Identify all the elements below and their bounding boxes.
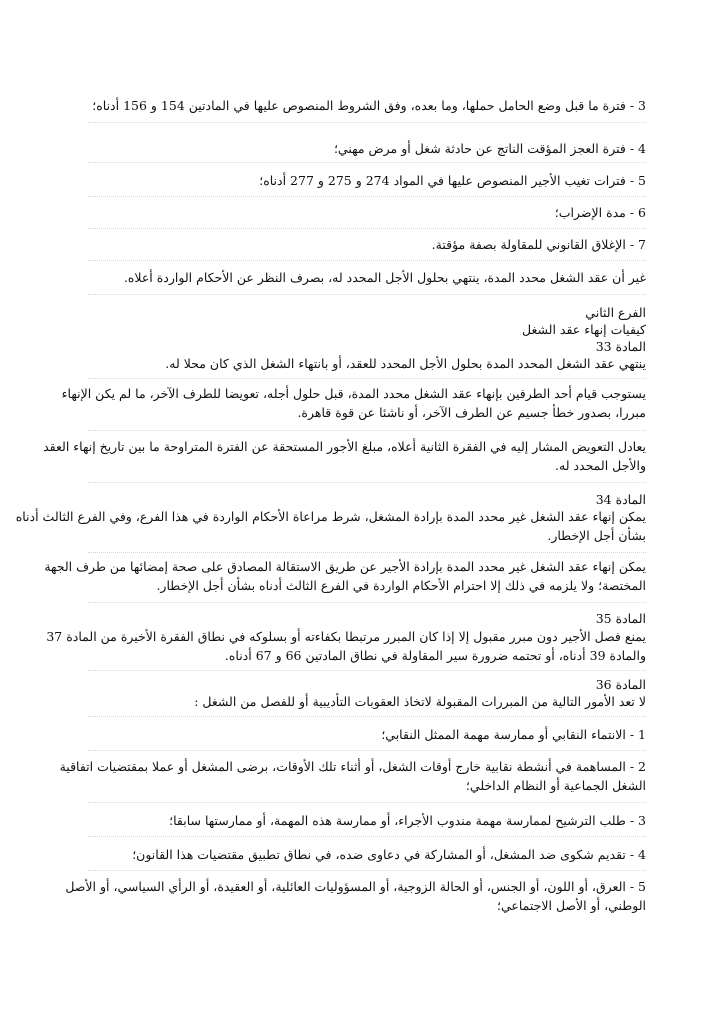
list-item: 6 - مدة الإضراب؛ (554, 205, 646, 220)
list-item-line: 5 - العرق، أو اللون، أو الجنس، أو الحالة الزوجية، أو المسؤوليات العائلية، أو العقيدة، أو الرأي السياسي، أو الأصل (65, 879, 646, 894)
list-item (65, 878, 646, 915)
article-title: المادة 36 (595, 677, 646, 692)
divider (88, 716, 646, 717)
paragraph-line: يعادل التعويض المشار إليه في الفقرة الثانية أعلاه، مبلغ الأجور المستحقة عن الفترة المتراوحة ما بين تاريخ إنهاء العقد (43, 439, 646, 454)
paragraph (46, 628, 646, 665)
divider (88, 670, 646, 671)
paragraph-line: يمنع فصل الأجير دون مبرر مقبول إلا إذا كان المبرر مرتبطا بكفاءته أو بسلوكه في نطاق الفقرة الأخيرة من المادة 37 (46, 629, 646, 644)
divider (88, 602, 646, 603)
divider (88, 162, 646, 163)
paragraph (44, 558, 646, 595)
paragraph: ينتهي عقد الشغل المحدد المدة بحلول الأجل المحدد للعقد، أو بانتهاء الشغل الذي كان محلا له. (165, 356, 646, 371)
paragraph (43, 438, 646, 475)
paragraph: لا تعد الأمور التالية من المبررات المقبولة لاتخاذ العقوبات التأديبية أو للفصل من الشغل : (194, 694, 646, 709)
divider (88, 482, 646, 483)
list-item: 3 - فترة ما قبل وضع الحامل حملها، وما بعده، وفق الشروط المنصوص عليها في المادتين 154 و 156 أدناه؛ (92, 98, 646, 113)
section-title: الفرع الثاني (585, 305, 646, 320)
divider (88, 378, 646, 379)
divider (88, 750, 646, 751)
article-title: المادة 33 (595, 339, 646, 354)
divider (88, 836, 646, 837)
paragraph-line: يمكن إنهاء عقد الشغل غير محدد المدة بإرادة المشغل، شرط مراعاة الأحكام الواردة في هذا الفرع، وفي الفرع الثالث أدناه (15, 509, 646, 524)
divider (88, 294, 646, 295)
list-item: 4 - فترة العجز المؤقت الناتج عن حادثة شغل أو مرض مهني؛ (333, 141, 646, 156)
divider (88, 228, 646, 229)
paragraph-line: والأجل المحدد له. (555, 457, 646, 473)
divider (88, 122, 646, 123)
article-title: المادة 35 (595, 611, 646, 626)
divider (88, 430, 646, 431)
list-item: 5 - فترات تغيب الأجير المنصوص عليها في المواد 274 و 275 و 277 أدناه؛ (259, 173, 646, 188)
paragraph (16, 508, 646, 545)
divider (88, 870, 646, 871)
article-title: المادة 34 (595, 492, 646, 507)
paragraph-line: المختصة؛ ولا يلزمه في ذلك إلا احترام الأحكام الواردة في الفرع الثالث أدناه بشأن أجل الإخطار. (156, 577, 646, 593)
list-item: 7 - الإغلاق القانوني للمقاولة بصفة مؤقتة. (431, 237, 646, 252)
divider (88, 260, 646, 261)
paragraph-line: يمكن إنهاء عقد الشغل غير محدد المدة بإرادة الأجير عن طريق الاستقالة المصادق على صحة إمضائها من طرف الجهة (44, 559, 646, 574)
section-subtitle: كيفيات إنهاء عقد الشغل (522, 322, 646, 337)
list-item-line: 2 - المساهمة في أنشطة نقابية خارج أوقات الشغل، أو أثناء تلك الأوقات، برضى المشغل أو عملا بمقتضيات اتفاقية (59, 759, 646, 774)
paragraph-line: والمادة 39 أدناه، أو تحتمه ضرورة سير المقاولة في نطاق المادتين 66 و 67 أدناه. (224, 647, 646, 663)
list-item (60, 758, 646, 795)
list-item: 1 - الانتماء النقابي أو ممارسة مهمة الممثل النقابي؛ (381, 727, 646, 742)
paragraph-line: يستوجب قيام أحد الطرفين بإنهاء عقد الشغل محدد المدة، قبل حلول أجله، تعويضا للطرف الآخر، ما لم يكن الإنهاء (61, 386, 646, 401)
divider (88, 196, 646, 197)
list-item-line: الوطني، أو الأصل الاجتماعي؛ (496, 897, 646, 913)
divider (88, 802, 646, 803)
paragraph: غير أن عقد الشغل محدد المدة، ينتهي بحلول الأجل المحدد له، بصرف النظر عن الأحكام الواردة أعلاه. (123, 270, 646, 285)
paragraph-line: مبررا، بصدور خطأ جسيم عن الطرف الآخر، أو ناشئا عن قوة قاهرة. (297, 404, 646, 420)
paragraph-line: بشأن أجل الإخطار. (547, 527, 646, 543)
list-item-line: الشغل الجماعية أو النظام الداخلي؛ (465, 777, 646, 793)
paragraph (62, 385, 646, 422)
divider (88, 552, 646, 553)
list-item: 3 - طلب الترشيح لممارسة مهمة مندوب الأجراء، أو ممارسة هذه المهمة، أو ممارستها سابقا؛ (169, 813, 646, 828)
list-item: 4 - تقديم شكوى ضد المشغل، أو المشاركة في دعاوى ضده، في نطاق تطبيق مقتضيات هذا القانون؛ (132, 847, 646, 862)
